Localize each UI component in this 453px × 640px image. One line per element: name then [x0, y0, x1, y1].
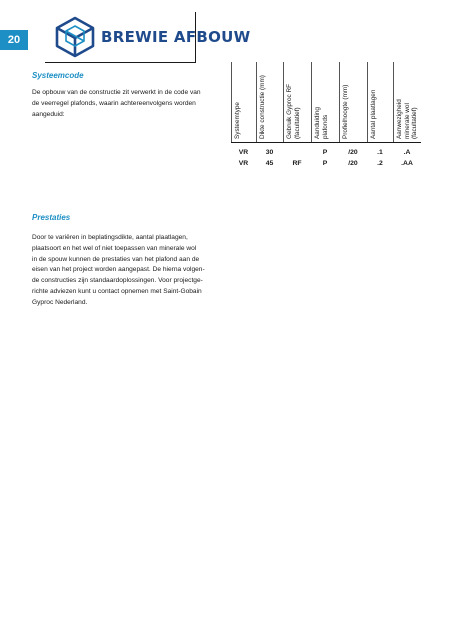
text-line: plaatsoort en het wel of niet toepassen van minerale wol — [32, 244, 197, 252]
table-body — [231, 147, 421, 169]
cube-logo-icon — [53, 15, 97, 59]
table-cell: .1 — [377, 149, 383, 156]
table-row — [231, 147, 421, 158]
systeemcode-heading: Systeemcode — [32, 71, 84, 80]
column-header-label — [314, 107, 329, 139]
table-header-row — [231, 62, 421, 143]
table-cell: .AA — [401, 160, 413, 167]
company-logo — [45, 12, 251, 63]
column-header-line: Systeemtype — [234, 102, 241, 139]
column-header — [367, 62, 394, 142]
text-line: de constructies zijn standaardoplossingen. Voor projectge- — [32, 277, 203, 285]
column-header — [283, 62, 312, 142]
system-code-table — [231, 62, 421, 169]
column-header-line: Profielhoogte (mm) — [342, 84, 349, 139]
column-header-line: (facultatief) — [411, 107, 419, 139]
table-cell: .A — [403, 149, 411, 156]
column-header-line: (facultatief) — [293, 107, 301, 139]
text-line: de veerregel plafonds, waarin achtereenvolgens worden — [32, 99, 196, 107]
column-header-line: Aantal plaatlagen — [370, 89, 377, 139]
systeemcode-paragraph — [32, 88, 220, 120]
table-cell: 45 — [265, 160, 274, 167]
column-header — [311, 62, 340, 142]
column-header-label — [286, 84, 301, 139]
column-header-label — [342, 85, 350, 139]
column-header-label — [234, 102, 242, 139]
table-row — [231, 158, 421, 169]
text-line: Door te variëren in beplatingsdikte, aantal plaatlagen, — [32, 234, 188, 241]
table-cell: /20 — [348, 149, 358, 156]
column-header-line: Aanduiding — [314, 107, 321, 139]
column-header-line: Dikte constructie (mm) — [259, 75, 266, 139]
column-header — [256, 62, 284, 142]
text-line: Gyproc Nederland. — [32, 298, 88, 306]
table-cell: .2 — [377, 160, 383, 167]
table-cell: VR — [238, 160, 249, 167]
table-cell: RF — [292, 160, 302, 167]
column-header-line: Gebruik Gyproc RF — [286, 83, 293, 139]
table-cell: VR — [238, 149, 249, 156]
column-header-label — [370, 90, 378, 139]
column-header-label — [396, 99, 419, 139]
table-cell: P — [322, 160, 328, 167]
text-line: richte adviezen kunt u contact opnemen met Saint-Gobain — [32, 287, 202, 295]
table-cell: 30 — [265, 149, 274, 156]
prestaties-paragraph — [32, 233, 220, 309]
column-header-line: plafonds — [321, 114, 329, 139]
column-header — [339, 62, 368, 142]
table-cell: /20 — [348, 160, 358, 167]
page-number: 20 — [7, 34, 21, 46]
table-cell: P — [322, 149, 328, 156]
column-header — [393, 62, 422, 142]
column-header — [231, 62, 257, 142]
text-line: De opbouw van de constructie zit verwerkt in de code van — [32, 89, 201, 96]
column-header-label — [259, 75, 267, 139]
text-line: aangeduid: — [32, 110, 65, 118]
text-line: in de spouw kunnen de prestaties van het plafond aan de — [32, 255, 200, 263]
column-header-line: Aanwezigheid — [396, 99, 403, 139]
column-header-line: minerale wol — [403, 103, 411, 139]
text-line: eisen van het project worden aangepast. De hierna volgen- — [32, 266, 205, 274]
page-number-tab — [0, 30, 28, 50]
prestaties-heading: Prestaties — [32, 213, 71, 222]
logo-wordmark: BREWIE AFBOUW — [101, 28, 251, 46]
